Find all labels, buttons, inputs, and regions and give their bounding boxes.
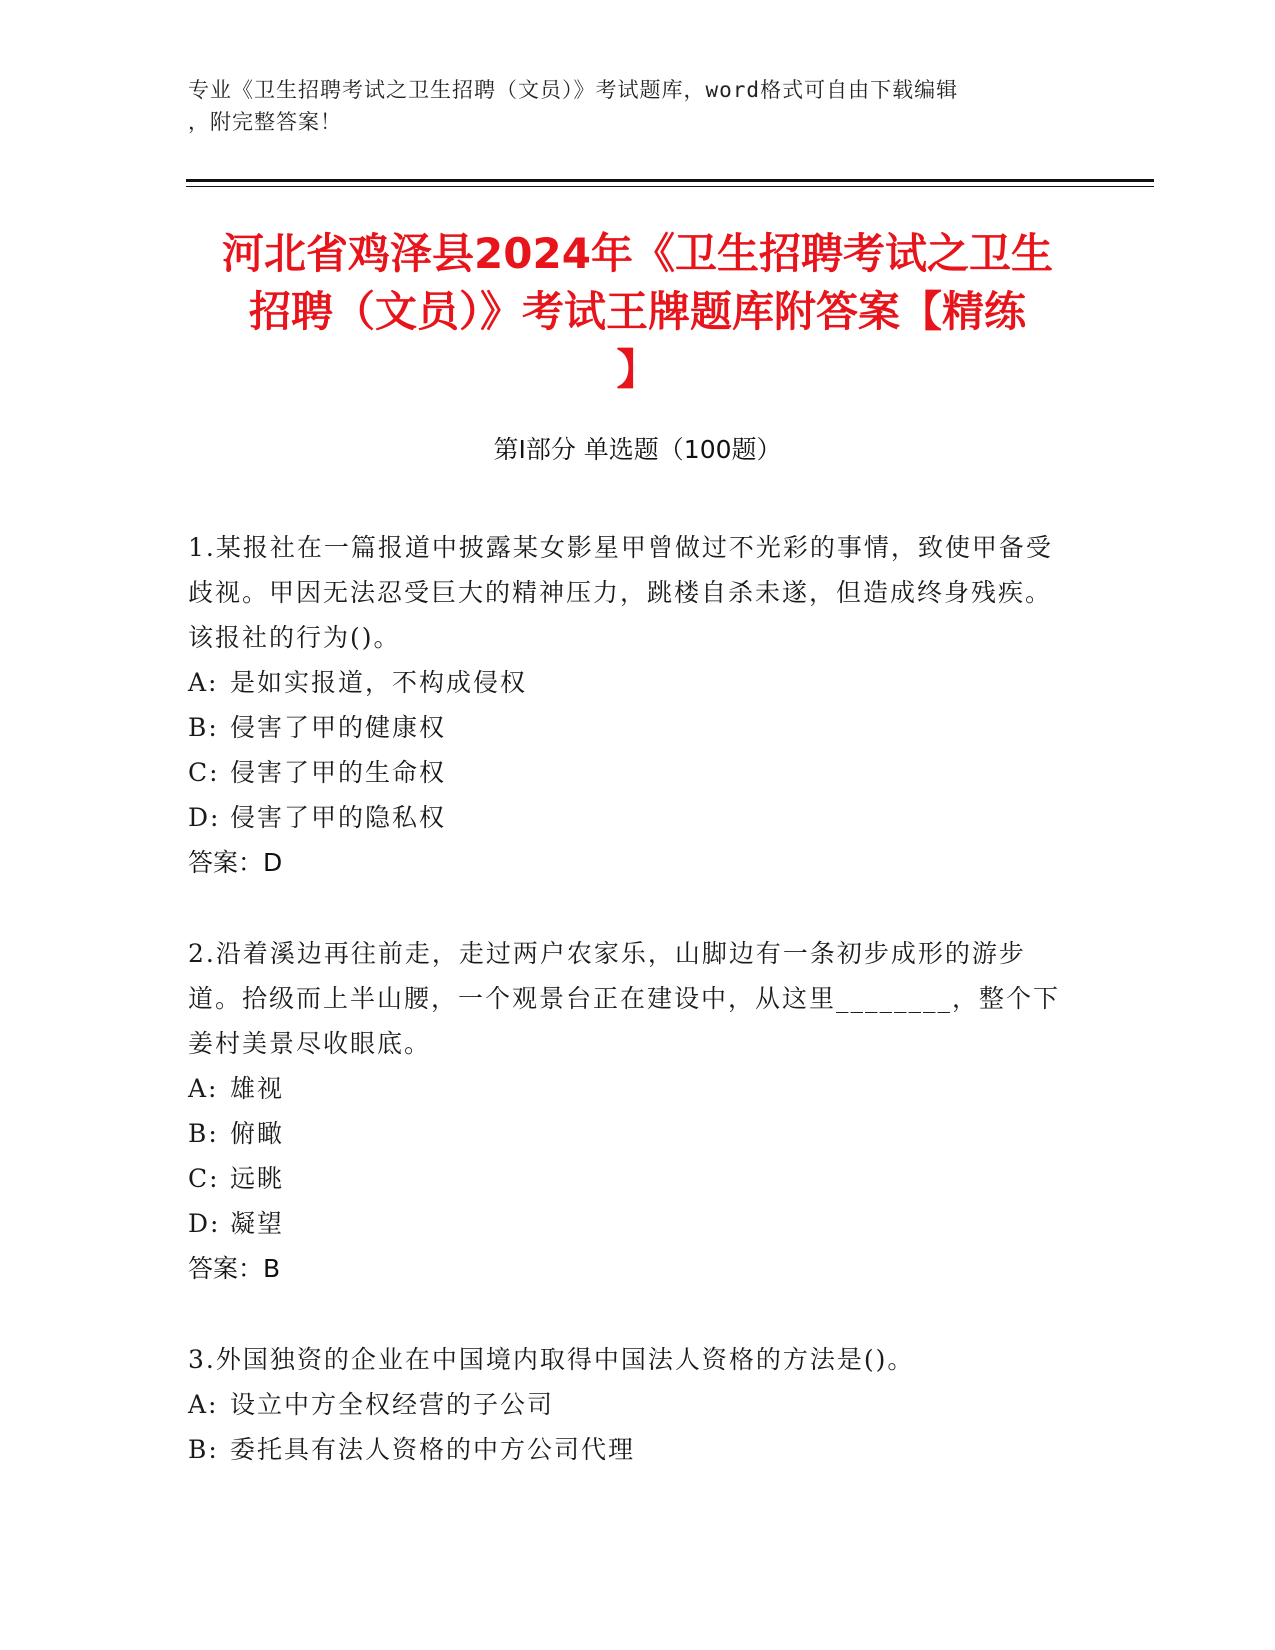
option-key: B:: [188, 713, 219, 742]
option-text: 侵害了甲的生命权: [230, 758, 447, 787]
header-divider-thick: [186, 179, 1154, 182]
header-divider-thin: [186, 186, 1154, 187]
question-answer: 答案：D: [188, 848, 283, 877]
question-item: [188, 525, 1068, 885]
question-option: [188, 1382, 1068, 1427]
header-note-line1: 专业《卫生招聘考试之卫生招聘（文员）》考试题库，word格式可自由下载编辑: [188, 78, 959, 102]
question-option: [188, 795, 1068, 840]
question-option: [188, 1111, 1068, 1156]
option-key: D:: [188, 1209, 221, 1238]
option-text: 设立中方全权经营的子公司: [230, 1390, 555, 1419]
document-title-line3: 】: [616, 345, 659, 394]
question-item: [188, 1337, 1068, 1472]
question-stem: 2.沿着溪边再往前走，走过两户农家乐，山脚边有一条初步成形的游步道。拾级而上半山腰，一个观景台正在建设中，从这里________，整个下姜村美景尽收眼底。: [188, 939, 1061, 1058]
option-text: 俯瞰: [230, 1119, 285, 1148]
question-option: [188, 1427, 1068, 1472]
option-text: 侵害了甲的健康权: [230, 713, 447, 742]
question-stem: 1.某报社在一篇报道中披露某女影星甲曾做过不光彩的事情，致使甲备受歧视。甲因无法忍受巨大的精神压力，跳楼自杀未遂，但造成终身残疾。该报社的行为()。: [188, 533, 1053, 652]
question-option: [188, 1066, 1068, 1111]
option-key: D:: [188, 803, 221, 832]
option-text: 侵害了甲的隐私权: [230, 803, 447, 832]
option-text: 委托具有法人资格的中方公司代理: [230, 1435, 636, 1464]
header-note: [188, 74, 1088, 138]
document-title-line1: 河北省鸡泽县2024年《卫生招聘考试之卫生: [222, 229, 1053, 278]
option-key: C:: [188, 758, 220, 787]
option-text: 雄视: [230, 1074, 285, 1103]
question-stem: 3.外国独资的企业在中国境内取得中国法人资格的方法是()。: [188, 1345, 915, 1374]
question-option: [188, 1201, 1068, 1246]
question-option: [188, 1156, 1068, 1201]
option-key: B:: [188, 1435, 219, 1464]
document-title-line2: 招聘（文员）》考试王牌题库附答案【精练: [248, 287, 1026, 336]
question-option: [188, 705, 1068, 750]
option-key: B:: [188, 1119, 219, 1148]
section-title: 第Ⅰ部分 单选题（100题）: [493, 435, 782, 464]
question-option: [188, 750, 1068, 795]
document-title: [150, 225, 1125, 399]
option-key: A:: [188, 1390, 219, 1419]
question-option: [188, 660, 1068, 705]
option-text: 是如实报道，不构成侵权: [230, 668, 528, 697]
question-answer: 答案：B: [188, 1254, 281, 1283]
option-key: A:: [188, 1074, 219, 1103]
question-list: [188, 525, 1068, 1518]
option-text: 远眺: [230, 1164, 285, 1193]
option-key: A:: [188, 668, 219, 697]
option-key: C:: [188, 1164, 220, 1193]
option-text: 凝望: [230, 1209, 285, 1238]
question-item: [188, 931, 1068, 1291]
header-note-line2: ，附完整答案！: [188, 110, 342, 134]
